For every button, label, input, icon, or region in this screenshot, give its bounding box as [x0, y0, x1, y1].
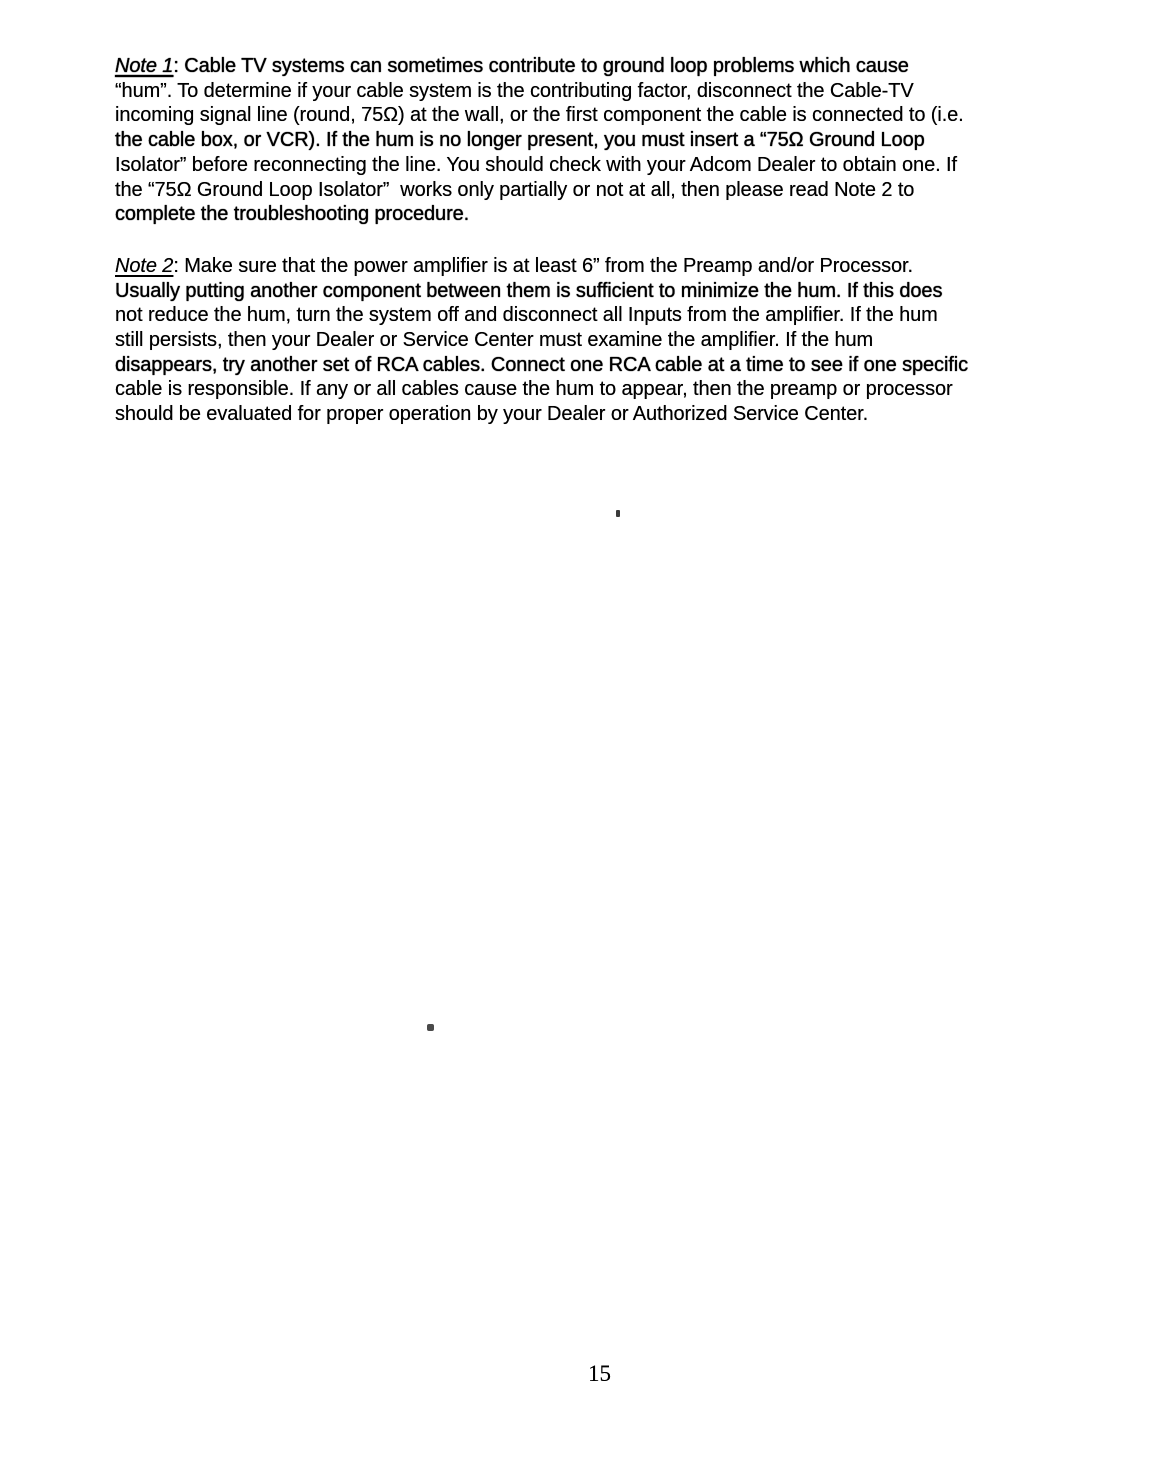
body-text [115, 54, 1110, 427]
note1-line-1: : Cable TV systems can sometimes contribute to ground loop problems which cause [173, 55, 909, 77]
note2-line-1: : Make sure that the power amplifier is at least 6” from the Preamp and/or Processor. [173, 254, 913, 277]
note1-line-2: “hum”. To determine if your cable system is the contributing factor, disconnect the Cable-TV [115, 79, 914, 102]
scan-speck [427, 1024, 434, 1031]
note1-paragraph [115, 54, 1110, 227]
note1-line-6: the “75Ω Ground Loop Isolator” works only partially or not at all, then please read Note 2 to [115, 178, 915, 201]
note2-line-2: Usually putting another component between them is sufficient to minimize the hum. If this does [115, 279, 943, 302]
note1-line-7: complete the troubleshooting procedure. [115, 203, 470, 226]
note1-label: Note 1 [115, 55, 174, 77]
note2-line-6: cable is responsible. If any or all cables cause the hum to appear, then the preamp or processor [115, 378, 953, 401]
text-line [115, 54, 1110, 79]
note2-line-4: still persists, then your Dealer or Service Center must examine the amplifier. If the hum [115, 329, 874, 352]
text-line [115, 254, 1110, 279]
note2-line-7: should be evaluated for proper operation by your Dealer or Authorized Service Center. [115, 403, 869, 426]
note1-line-4: the cable box, or VCR). If the hum is no longer present, you must insert a “75Ω Ground Loop [115, 129, 925, 152]
note2-paragraph [115, 254, 1110, 427]
note2-line-3: not reduce the hum, turn the system off and disconnect all Inputs from the amplifier. If the hum [115, 304, 938, 327]
note2-line-5: disappears, try another set of RCA cables. Connect one RCA cable at a time to see if one specific [115, 353, 968, 376]
scan-speck [616, 510, 620, 517]
note1-line-5: Isolator” before reconnecting the line. You should check with your Adcom Dealer to obtain one. If [115, 153, 957, 176]
note1-line-3: incoming signal line (round, 75Ω) at the wall, or the first component the cable is connected to (i.e. [115, 104, 964, 127]
page-number: 15 [588, 1361, 611, 1386]
note2-label: Note 2 [115, 254, 174, 277]
